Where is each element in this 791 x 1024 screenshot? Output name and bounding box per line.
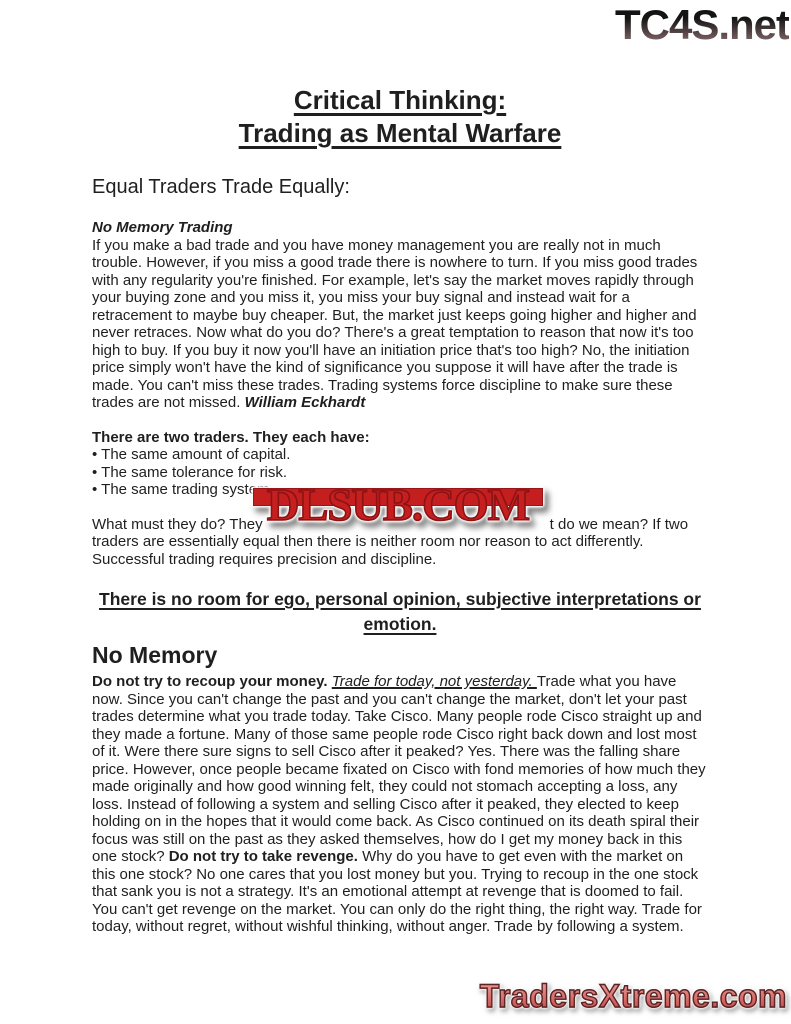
equal-traders-heading: Equal Traders Trade Equally: [92, 176, 350, 198]
trade-for-today-italic: Trade for today, not yesterday. [331, 673, 537, 690]
two-traders-heading: There are two traders. They each have: [92, 428, 370, 446]
tradersxtreme-logo: TradersXtreme.com [479, 977, 787, 1014]
revenge-body: Why do you have to get even with the market on this one stock? No one cares that you lost money but you. Trying to recoup in the one stock that sank you is not a strategy. It's an emotional attempt at revenge that is doomed to fail. You can't get revenge on the market. You can only do the right thing, the right way. Trade for today, without regret, without wishful thinking, without anger. Trade by following a system. [92, 848, 702, 935]
document-content [92, 0, 708, 936]
dlsub-watermark: DLSUB.COM [250, 479, 546, 531]
bullet-item: • The same amount of capital. [92, 446, 708, 464]
recoup-body: Trade what you have now. Since you can't change the past and you can't change the market, don't let your past trades determine what you trade today. Take Cisco. Many people rode Cisco straight up and they made a fortune. Many of those same people rode Cisco right back down and lost most of it. Were there sure signs to sell Cisco after it peaked? Yes. There was the falling share price. However, once people became fixated on Cisco with fond memories of how much they made originally and how good winning felt, they could not stomach accepting a loss, any loss. Instead of following a system and selling Cisco after it peaked, they elected to keep holding on in the hopes that it would come back. As Cisco continued on its death spiral their focus was still on the past as they asked themselves, how do I get my money back in this one stock? [92, 673, 706, 865]
no-room-heading: There is no room for ego, personal opinion, subjective interpretations or emotion. [99, 589, 701, 634]
attribution-william-eckhardt: William Eckhardt [244, 394, 366, 411]
page-title-line2: Trading as Mental Warfare [238, 118, 562, 148]
what-must-rest: traders are essentially equal then there is neither room nor reason to act differently. Successful trading requires precision and discipline. [92, 533, 644, 568]
no-memory-trading-heading: No Memory Trading [92, 219, 233, 236]
bullet-item: • The same trading system. [92, 481, 708, 499]
no-memory-paragraph [92, 673, 708, 936]
recoup-lead-bold: Do not try to recoup your money. [92, 673, 332, 690]
line-fragment-right: t do we mean? If two [549, 515, 689, 533]
tc4s-logo: TC4S.net [614, 1, 789, 48]
no-memory-trading-body: If you make a bad trade and you have money management you are really not in much trouble. However, if you miss a good trade there is nowhere to turn. If you miss good trades with any regularity you're finished. For example, let's say the market moves rapidly through your buying zone and you miss it, you miss your buy signal and instead wait for a retracement to maybe buy cheaper. But, the market just keeps going higher and higher and never retraces. Now what do you do? There's a great temptation to reason that now it's too high to buy. If you buy it now you'll have an initiation price that's too high? No, the initiation price simply won't have the kind of significance you suppose it will have after the trade is made. You can't miss these trades. Trading systems force discipline to make sure these trades are not missed. [92, 236, 698, 411]
line-fragment-left: What must they do? They [92, 515, 263, 533]
page-title-line1: Critical Thinking: [293, 85, 507, 115]
revenge-lead-bold: Do not try to take revenge. [168, 848, 363, 865]
bullet-item: • The same tolerance for risk. [92, 464, 708, 482]
no-memory-heading: No Memory [92, 642, 218, 668]
page-title [92, 84, 708, 150]
no-memory-trading-paragraph [92, 237, 708, 412]
